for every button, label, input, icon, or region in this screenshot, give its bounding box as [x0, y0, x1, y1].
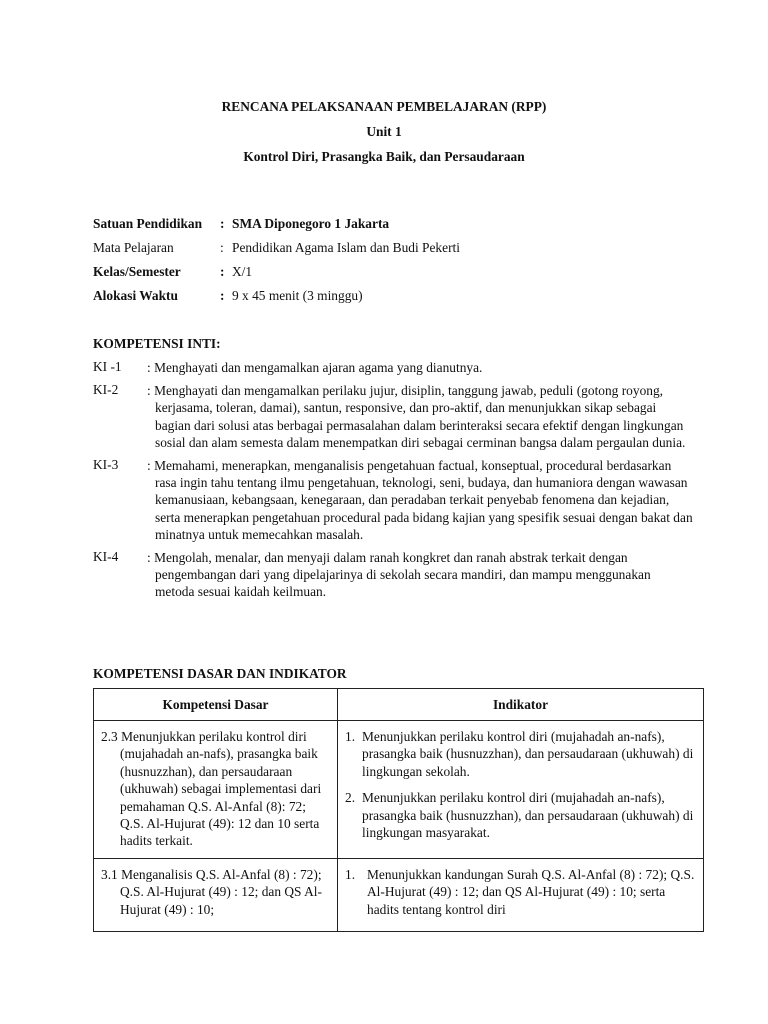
kd-cell — [94, 858, 338, 931]
table-row — [94, 858, 704, 931]
ki-item — [93, 457, 693, 543]
ki-text: : Memahami, menerapkan, menganalisis pengetahuan factual, konseptual, procedural berdasarkan rasa ingin tahu tentang ilmu pengetahuan, teknologi, seni, budaya, dan humaniora dengan wawasan kemanusiaan, kebangsaan, kenegaraan, dan peradaban terkait penyebab fenomena dan kejadian, serta menerapkan pengetahuan procedural pada bidang kajian yang spesifik sesuai dengan bakat dan minatnya untuk memecahkan masalah. — [147, 458, 693, 542]
kd-text: 2.3 Menunjukkan perilaku kontrol diri (mujahadah an-nafs), prasangka baik (husnuzzhan), dan persaudaraan (ukhuwah) sebagai implementasi dari pemahaman Q.S. Al-Anfal (8): 72; Q.S. Al-Hujurat (49): 12 dan 10 serta hadits terkait. — [101, 729, 322, 849]
ki-text: : Mengolah, menalar, dan menyaji dalam ranah kongkret dan ranah abstrak terkait dengan pengembangan dari yang dipelajarinya di sekolah secara mandiri, dan mampu menggunakan metoda sesuai kaidah keilmuan. — [147, 550, 651, 600]
identity-label: Alokasi Waktu — [93, 288, 178, 303]
ki-text: : Menghayati dan mengamalkan ajaran agama yang dianutnya. — [147, 360, 483, 375]
ki-heading: KOMPETENSI INTI: — [93, 336, 221, 351]
indicator-cell — [338, 721, 704, 859]
kd-table-header — [94, 689, 704, 721]
indicator-number: 2. — [345, 790, 356, 806]
ki-code: KI-3 — [93, 457, 119, 473]
indicator-number: 1. — [345, 866, 356, 882]
identity-separator: : — [220, 264, 225, 279]
ki-item — [93, 382, 693, 451]
kd-table — [93, 688, 704, 932]
identity-label: Mata Pelajaran — [93, 240, 174, 255]
ki-list — [93, 359, 693, 607]
ki-item — [93, 549, 693, 601]
identity-value: X/1 — [232, 264, 253, 279]
unit-label: Unit 1 — [366, 124, 402, 139]
identity-separator: : — [220, 240, 224, 255]
indicator-cell — [338, 858, 704, 931]
identity-row-class — [93, 260, 713, 284]
indicator-number: 1. — [345, 729, 356, 744]
ki-code: KI-4 — [93, 549, 119, 565]
kd-column-header: Kompetensi Dasar — [94, 689, 338, 721]
title-block — [0, 94, 768, 169]
indicator-text: Menunjukkan perilaku kontrol diri (mujahadah an-nafs), prasangka baik (husnuzzhan), dan persaudaraan (ukhuwah) di lingkungan sekolah. — [362, 729, 694, 779]
identity-label: Kelas/Semester — [93, 264, 181, 279]
ki-code: KI-2 — [93, 382, 119, 398]
identity-value: Pendidikan Agama Islam dan Budi Pekerti — [232, 240, 460, 255]
ki-item — [93, 359, 693, 376]
identity-separator: : — [220, 288, 225, 303]
indicator-text: Menunjukkan kandungan Surah Q.S. Al-Anfal (8) : 72); Q.S. Al-Hujurat (49) : 12; dan QS Al-Hujurat (49) : 10; serta hadits tentang kontrol diri — [367, 866, 695, 917]
identity-row-subject — [93, 236, 713, 260]
ki-text: : Menghayati dan mengamalkan perilaku jujur, disiplin, tanggung jawab, peduli (gotong royong, kerjasama, toleran, damai), santun, responsive, dan pro-aktif, dan menunjukkan sikap sebagai bagian dari solusi atas berbagai permasalahan dalam berinteraksi secara efektif dengan lingkungan sosial dan alam semesta dalam menempatkan diri sebagai cerminan bangsa dalam pergaulan dunia. — [147, 383, 686, 450]
document-subtitle: Kontrol Diri, Prasangka Baik, dan Persaudaraan — [243, 149, 525, 164]
indicator-item — [345, 866, 697, 918]
ki-code: KI -1 — [93, 359, 122, 374]
indicator-text: Menunjukkan perilaku kontrol diri (mujahadah an-nafs), prasangka baik (husnuzzhan), dan persaudaraan (ukhuwah) di lingkungan masyarakat. — [362, 790, 694, 841]
identity-row-time — [93, 284, 713, 308]
document-title: RENCANA PELAKSANAAN PEMBELAJARAN (RPP) — [221, 99, 547, 114]
kd-cell — [94, 721, 338, 859]
kd-heading: KOMPETENSI DASAR DAN INDIKATOR — [93, 666, 347, 681]
identity-row-school — [93, 212, 713, 236]
kd-text: 3.1 Menganalisis Q.S. Al-Anfal (8) : 72); Q.S. Al-Hujurat (49) : 12; dan QS Al-Hujurat (49) : 10; — [101, 866, 322, 917]
indicator-item — [345, 789, 697, 841]
indicator-item — [345, 728, 697, 780]
identity-value: SMA Diponegoro 1 Jakarta — [232, 216, 390, 231]
identity-block — [93, 212, 713, 308]
identity-value: 9 x 45 menit (3 minggu) — [232, 288, 363, 303]
identity-separator: : — [220, 216, 225, 231]
table-row — [94, 721, 704, 859]
identity-label: Satuan Pendidikan — [93, 216, 203, 231]
indicator-column-header: Indikator — [338, 689, 704, 721]
